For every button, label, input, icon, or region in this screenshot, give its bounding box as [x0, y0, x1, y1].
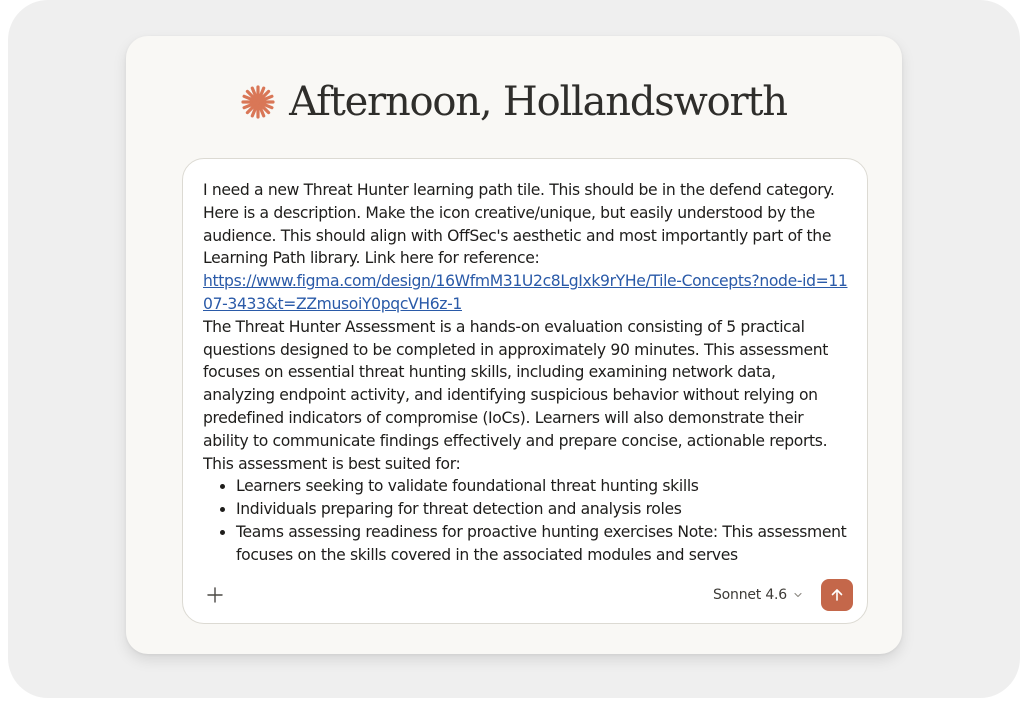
audience-list: [203, 475, 851, 566]
send-button[interactable]: [821, 579, 853, 611]
message-intro: I need a new Threat Hunter learning path tile. This should be in the defend category. Here is a description. Make the icon creative/unique, but easily understood by the audience. This should align with OffSec's aesthetic and most importantly part of the Learning Path library. Link here for reference:: [203, 181, 835, 268]
arrow-up-icon: [829, 587, 845, 603]
list-item: • Teams assessing readiness for proactive hunting exercises Note: This assessment focuses on the skills covered in the associated modules and serves: [236, 521, 851, 567]
greeting-header: [126, 72, 902, 132]
window-frame: [8, 0, 1020, 698]
message-description: The Threat Hunter Assessment is a hands-on evaluation consisting of 5 practical questions designed to be completed in approximately 90 minutes. This assessment focuses on essential threat hunting skills, including examining network data, analyzing endpoint activity, and identifying suspicious behavior without relying on predefined indicators of compromise (IoCs). Learners will also demonstrate their ability to communicate findings effectively and prepare concise, actionable reports. This assessment is best suited for:: [203, 317, 829, 473]
list-item: • Learners seeking to validate foundational threat hunting skills: [236, 475, 851, 498]
model-selector[interactable]: [713, 583, 803, 607]
figma-reference-link[interactable]: https://www.figma.com/design/16WfmM31U2c8LgIxk9rYHe/Tile-Concepts?node-id=1107-3433&t=ZZmusoiY0pqcVH6z-1: [203, 272, 848, 313]
composer-toolbar: [183, 569, 867, 623]
message-input[interactable]: [203, 179, 851, 567]
add-attachment-button[interactable]: [201, 581, 229, 609]
plus-icon: [207, 587, 223, 603]
model-name: Sonnet 4.6: [712, 587, 787, 603]
greeting-text: Afternoon, Hollandsworth: [289, 79, 787, 125]
list-item: • Individuals preparing for threat detection and analysis roles: [236, 498, 851, 521]
chevron-down-icon: [793, 590, 803, 600]
main-card: [126, 36, 902, 654]
message-composer[interactable]: [182, 158, 868, 624]
claude-spark-icon: [241, 85, 275, 119]
